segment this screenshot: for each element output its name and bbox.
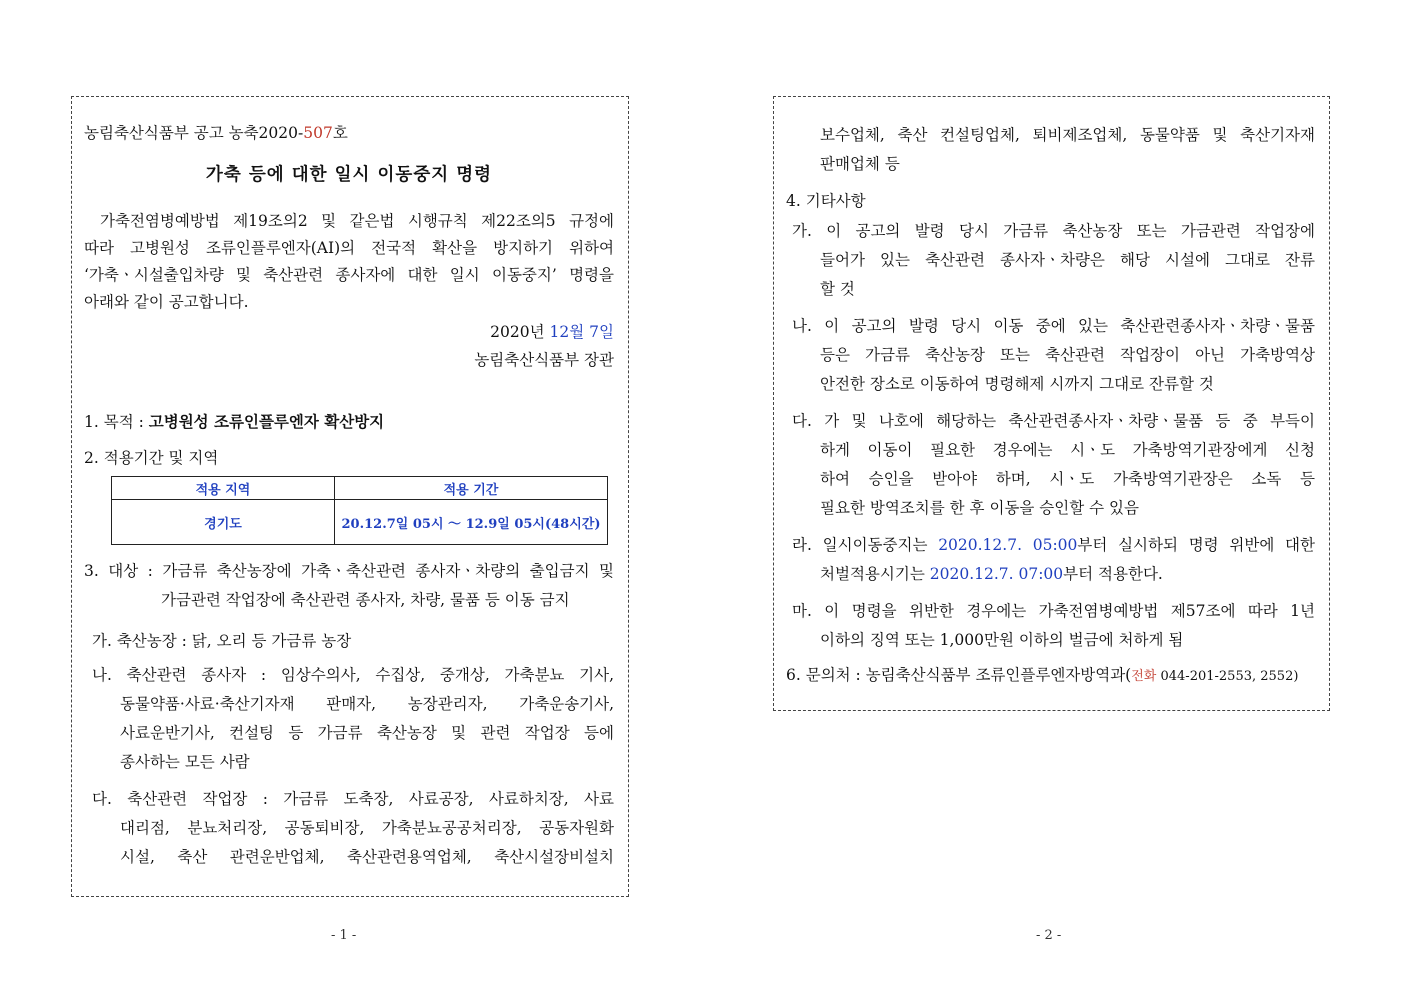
item-da-exceptions: 다. 가 및 나호에 해당하는 축산관련종사자ㆍ차량ㆍ물품 등 중 부득이 하게 이동이 필요한 경우에는 시ㆍ도 가축방역기관장에게 신청 하여 승인을 받아야 하며, 시ㆍ도 가축방역기관장은 소독 등 필요한 방역조치를 한 후 이동을 승인할 수 있음	[792, 412, 1315, 517]
table-cell-period: 20.12.7일 05시 ～ 12.9일 05시(48시간)	[335, 500, 608, 545]
item-da-worksites: 다. 축산관련 작업장 : 가금류 도축장, 사료공장, 사료하치장, 사료 대리점, 분뇨처리장, 공동퇴비장, 가축분뇨공공처리장, 공동자원화 시설, 축산 관련운반업체, 축산관련용역업체, 축산시설장비설치	[92, 790, 614, 866]
announcement-number: 농림축산식품부 공고 농축2020-507호	[84, 124, 348, 142]
table-row	[112, 500, 608, 545]
table-header-row	[112, 477, 608, 500]
continued-text: 보수업체, 축산 컨설팅업체, 퇴비제조업체, 동물약품 및 축산기자재 판매업체 등	[820, 126, 1315, 173]
section-contact: 6. 문의처 : 농림축산식품부 조류인플루엔자방역과(전화 044-201-2553, 2552)	[786, 666, 1299, 684]
item-na-in-transit: 나. 이 공고의 발령 당시 이동 중에 있는 축산관련종사자ㆍ차량ㆍ물품 등은 가금류 축산농장 또는 축산관련 작업장이 아닌 가축방역상 안전한 장소로 이동하여 명령해제 시까지 그대로 잔류할 것	[792, 317, 1315, 393]
intro-paragraph: 가축전염병예방법 제19조의2 및 같은법 시행규칙 제22조의5 규정에 따라 고병원성 조류인플루엔자(AI)의 전국적 확산을 방지하기 위하여 ‘가축ㆍ시설출입차량 및 축산관련 종사자에 대한 일시 이동중지’ 명령을 아래와 같이 공고합니다.	[84, 212, 614, 311]
item-ma-penalty: 마. 이 명령을 위반한 경우에는 가축전염병예방법 제57조에 따라 1년 이하의 징역 또는 1,000만원 이하의 벌금에 처하게 됨	[792, 602, 1315, 649]
signer: 농림축산식품부 장관	[474, 351, 614, 369]
notice-date: 2020년 12월 7일	[490, 323, 614, 341]
table-header-period: 적용 기간	[335, 477, 608, 500]
section-target: 3. 대상 : 가금류 축산농장에 가축ㆍ축산관련 종사자ㆍ차량의 출입금지 및 가금관련 작업장에 축산관련 종사자, 차량, 물품 등 이동 금지	[84, 562, 614, 609]
document-title: 가축 등에 대한 일시 이동중지 명령	[205, 165, 493, 185]
page-number-2: - 2 -	[1036, 928, 1062, 943]
section-purpose: 1. 목적 : 고병원성 조류인플루엔자 확산방지	[84, 412, 385, 431]
page-1	[71, 96, 629, 897]
table-cell-region: 경기도	[112, 500, 335, 545]
page-2	[773, 96, 1330, 711]
item-ga-farm: 가. 축산농장 : 닭, 오리 등 가금류 농장	[92, 632, 352, 650]
section-other: 4. 기타사항	[786, 192, 866, 210]
item-ra-schedule: 라. 일시이동중지는 2020.12.7. 05:00부터 실시하되 명령 위반에 대한 처벌적용시기는 2020.12.7. 07:00부터 적용한다.	[792, 536, 1315, 583]
item-na-workers: 나. 축산관련 종사자 : 임상수의사, 수집상, 중개상, 가축분뇨 기사, 동물약품·사료·축산기자재 판매자, 농장관리자, 가축운송기사, 사료운반기사, 컨설팅 등 가금류 축산농장 및 관련 작업장 등에 종사하는 모든 사람	[92, 666, 614, 771]
table-header-region: 적용 지역	[112, 477, 335, 500]
item-ga-stay: 가. 이 공고의 발령 당시 가금류 축산농장 또는 가금관련 작업장에 들어가 있는 축산관련 종사자ㆍ차량은 해당 시설에 그대로 잔류 할 것	[792, 222, 1315, 298]
period-region-table	[111, 476, 608, 545]
section-period-region: 2. 적용기간 및 지역	[84, 449, 219, 467]
page-number-1: - 1 -	[331, 928, 357, 943]
